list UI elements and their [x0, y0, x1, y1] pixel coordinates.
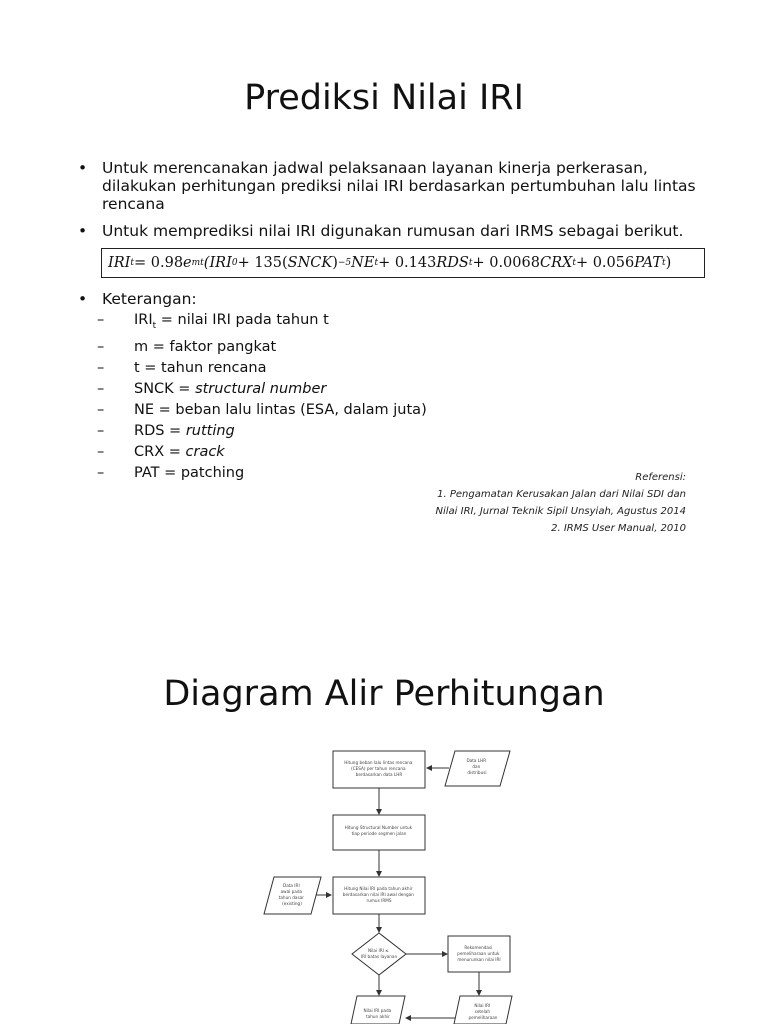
variable-item-pat: – PAT = patching	[97, 463, 427, 484]
process-box-structural-number-text: Hitung Structural Number untuk tiap periode segmen jalan	[344, 825, 413, 836]
flowchart	[0, 610, 768, 1024]
slide-title: Diagram Alir Perhitungan	[163, 674, 605, 714]
reference-1-line-2: Nilai IRI, Jurnal Teknik Sipil Unsyiah, Agustus 2014	[435, 506, 686, 517]
process-box-hitung-iri-text: Hitung Nilai IRI pada tahun akhir berdasarkan nilai IRI awal dengan rumus IRMS	[342, 886, 414, 903]
formula-iri0-sub: 0	[231, 258, 238, 268]
formula-ne: NE	[351, 255, 375, 271]
formula-lhs: IRI	[108, 255, 131, 271]
formula-lhs-sub: t	[130, 258, 134, 268]
references	[436, 469, 686, 537]
variable-item-t: – t = tahun rencana	[97, 358, 427, 379]
formula-snck: SNCK	[287, 255, 333, 271]
formula-rds: RDS	[436, 255, 469, 271]
slide-title: Prediksi Nilai IRI	[244, 78, 524, 118]
slide-diagram-alir	[0, 610, 768, 1024]
variable-iri-sub: t	[152, 320, 157, 331]
formula-e: e	[183, 255, 192, 271]
variable-snck-desc: structural number	[195, 380, 327, 397]
data-input-lhr-text: Data LHR dan distribusi	[466, 758, 487, 775]
bullet-list	[78, 290, 718, 308]
formula-pat-sub: t	[662, 258, 666, 268]
variable-item-ne: – NE = beban lalu lintas (ESA, dalam juta)	[97, 400, 427, 421]
variable-item-snck	[97, 379, 427, 400]
bullet-item-purpose: • Untuk merencanakan jadwal pelaksanaan layanan kinerja perkerasan, dilakukan perhitungan prediksi nilai IRI berdasarkan pertumbuhan lalu lintas rencana	[78, 159, 718, 213]
formula-part2: + 135(	[237, 255, 288, 271]
bullet-list	[78, 159, 718, 213]
formula-close: )	[665, 255, 672, 271]
variable-item-iri	[97, 310, 427, 337]
variable-iri-name: IRI	[134, 312, 153, 328]
variable-crx-desc: crack	[185, 443, 225, 460]
formula-pat: PAT	[634, 255, 662, 271]
variable-list	[97, 310, 427, 484]
bullet-item-keterangan: • Keterangan:	[78, 290, 718, 308]
variable-rds-name: RDS =	[134, 422, 186, 439]
formula-crx: CRX	[539, 255, 573, 271]
references-heading: Referensi:	[635, 472, 686, 483]
formula-part3: )	[332, 255, 338, 271]
formula-part5: + 0.0068	[472, 255, 540, 271]
data-input-iri-awal-text: Data IRI awal pada tahun dasar (existing)	[278, 883, 304, 906]
bullet-item-formula-intro: • Untuk memprediksi nilai IRI digunakan rumusan dari IRMS sebagai berikut.	[78, 222, 718, 240]
process-box-hitung-beban-text: Hitung beban lalu lintas rencana (CESA) per tahun rencana berdasarkan data LHR	[344, 760, 413, 777]
reference-1-line-1: 1. Pengamatan Kerusakan Jalan dari Nilai SDI dan	[437, 489, 686, 500]
variable-item-crx	[97, 442, 427, 463]
formula-rds-sub: t	[468, 258, 473, 268]
process-box-rekomendasi-text: Rekomendasi pemeliharaan untuk menurunkan nilai IRI	[457, 945, 501, 962]
formula-part4: + 0.143	[378, 255, 437, 271]
output-iri-setelah-pemeliharaan-text: Nilai IRI setelah pemeliharaan	[468, 1003, 498, 1020]
iri-formula	[101, 248, 705, 278]
formula-iri0: (IRI	[203, 255, 232, 271]
formula-crx-sub: t	[572, 258, 576, 268]
formula-exp2: −5	[337, 258, 352, 268]
variable-item-m: – m = faktor pangkat	[97, 337, 427, 358]
variable-rds-desc: rutting	[185, 422, 235, 439]
formula-ne-sub: t	[374, 258, 379, 268]
formula-exp: mt	[191, 258, 204, 268]
formula-eq: = 0.98	[134, 255, 184, 271]
formula-part6: + 0.056	[575, 255, 635, 271]
output-iri-tahun-akhir-text: Nilai IRI pada tahun akhir	[363, 1008, 392, 1019]
variable-iri-desc: = nilai IRI pada tahun t	[156, 312, 329, 328]
reference-2: 2. IRMS User Manual, 2010	[551, 523, 686, 534]
decision-diamond-text: Nilai IRI ≤ IRI batas layanan	[360, 948, 398, 959]
variable-snck-name: SNCK =	[134, 380, 196, 397]
bullet-list	[78, 222, 718, 240]
variable-item-rds	[97, 421, 427, 442]
variable-crx-name: CRX =	[134, 443, 186, 460]
